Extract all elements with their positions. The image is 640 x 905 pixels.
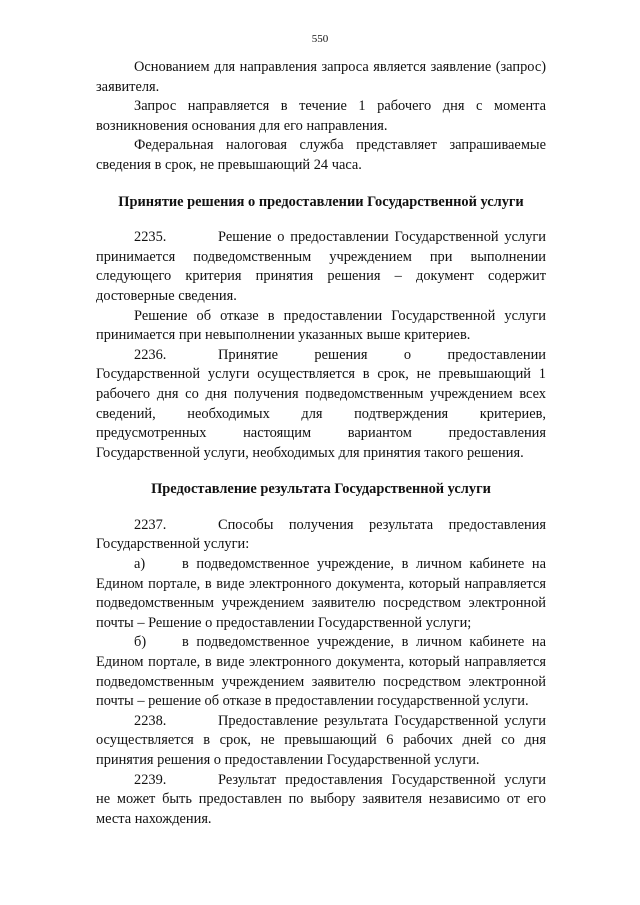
clause-text: Способы получения результата предоставления Государственной услуги: xyxy=(96,516,546,553)
clause-number: 2239. xyxy=(134,771,167,788)
paragraph-2239 xyxy=(96,771,546,830)
paragraph-request-timing: Запрос направляется в течение 1 рабочего дня с момента возникновения основания для его направления. xyxy=(96,98,546,134)
document-body xyxy=(96,58,546,829)
heading-result: Предоставление результата Государственной услуги xyxy=(151,481,491,498)
clause-number: 2237. xyxy=(134,516,167,533)
heading-decision: Принятие решения о предоставлении Государственной услуги xyxy=(118,193,524,210)
clause-number: 2238. xyxy=(134,712,167,729)
list-item-a xyxy=(96,555,546,633)
paragraph-tax-service: Федеральная налоговая служба представляет запрашиваемые сведения в срок, не превышающий 24 часа. xyxy=(96,137,546,173)
list-letter: а) xyxy=(134,556,146,573)
paragraph-2238 xyxy=(96,712,546,771)
list-item-b xyxy=(96,633,546,711)
clause-text: Предоставление результата Государственной услуги осуществляется в срок, не превышающий 6 рабочих дней со дня принятия решения о предоставлении Государственной услуги. xyxy=(96,712,546,768)
list-text: в подведомственное учреждение, в личном кабинете на Едином портале, в виде электронного документа, который направляется подведомственным учреждением заявителю посредством электронной почты – Решение о предоставлении Государственной услуги; xyxy=(96,556,546,631)
list-text: в подведомственное учреждение, в личном кабинете на Едином портале, в виде электронного документа, который направляется подведомственным учреждением заявителю посредством электронной почты – решение об отказе в предоставлении государственной услуги. xyxy=(96,634,546,710)
paragraph-2237 xyxy=(96,516,546,555)
clause-number: 2236. xyxy=(134,346,167,363)
clause-text: Результат предоставления Государственной услуги не может быть предоставлен по выбору заявителя независимо от его места нахождения. xyxy=(96,771,546,827)
paragraph-2236 xyxy=(96,346,546,464)
clause-text: Решение о предоставлении Государственной услуги принимается подведомственным учреждением при выполнении следующего критерия принятия решения – документ содержит достоверные сведения. xyxy=(96,229,546,304)
paragraph-request-basis: Основанием для направления запроса является заявление (запрос) заявителя. xyxy=(96,59,546,95)
clause-number: 2235. xyxy=(134,229,167,246)
page-number: 550 xyxy=(311,33,329,45)
paragraph-2235 xyxy=(96,228,546,306)
paragraph-refusal: Решение об отказе в предоставлении Государственной услуги принимается при невыполнении указанных выше критериев. xyxy=(96,307,546,344)
list-letter: б) xyxy=(134,634,147,651)
clause-text: Принятие решения о предоставлении Государственной услуги осуществляется в срок, не превышающий 1 рабочего дня со дня получения подведомственным учреждением всех сведений, необходимых для подтверждения критериев, предусмотренных настоящим вариантом предоставления Государственной услуги, необходимых для принятия такого решения. xyxy=(96,346,546,461)
